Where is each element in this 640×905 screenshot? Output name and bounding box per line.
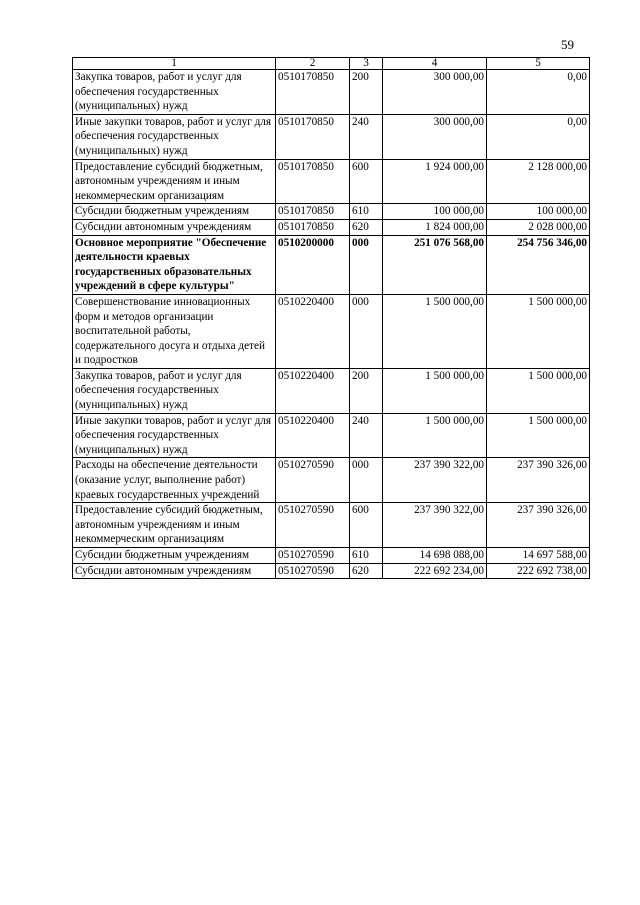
column-header-2: 2	[276, 58, 350, 70]
amount-column-4-cell: 237 390 322,00	[383, 503, 487, 548]
target-code-cell: 0510220400	[276, 368, 350, 413]
amount-column-5-cell: 1 500 000,00	[487, 413, 590, 458]
table-row	[73, 548, 590, 564]
expense-name-cell: Субсидии бюджетным учреждениям	[73, 204, 276, 220]
target-code-cell: 0510270590	[276, 458, 350, 503]
amount-column-4-cell: 1 924 000,00	[383, 159, 487, 204]
amount-column-5-cell: 2 028 000,00	[487, 219, 590, 235]
table-row	[73, 294, 590, 368]
table-row	[73, 235, 590, 294]
table-body	[73, 70, 590, 579]
expense-type-cell: 620	[350, 219, 383, 235]
table-row	[73, 204, 590, 220]
expense-type-cell: 000	[350, 235, 383, 294]
expense-name-cell: Закупка товаров, работ и услуг для обеспечения государственных (муниципальных) нужд	[73, 368, 276, 413]
amount-column-4-cell: 222 692 234,00	[383, 563, 487, 579]
expense-name-cell: Расходы на обеспечение деятельности (оказание услуг, выполнение работ) краевых государственных учреждений	[73, 458, 276, 503]
expense-type-cell: 600	[350, 503, 383, 548]
column-header-3: 3	[350, 58, 383, 70]
target-code-cell: 0510220400	[276, 294, 350, 368]
expense-type-cell: 200	[350, 70, 383, 115]
table-row	[73, 563, 590, 579]
target-code-cell: 0510270590	[276, 563, 350, 579]
expense-type-cell: 610	[350, 204, 383, 220]
target-code-cell: 0510200000	[276, 235, 350, 294]
amount-column-4-cell: 237 390 322,00	[383, 458, 487, 503]
amount-column-5-cell: 222 692 738,00	[487, 563, 590, 579]
expense-name-cell: Иные закупки товаров, работ и услуг для обеспечения государственных (муниципальных) нужд	[73, 413, 276, 458]
amount-column-4-cell: 1 500 000,00	[383, 368, 487, 413]
amount-column-4-cell: 1 500 000,00	[383, 413, 487, 458]
budget-table	[72, 57, 590, 579]
expense-type-cell: 600	[350, 159, 383, 204]
expense-name-cell: Субсидии автономным учреждениям	[73, 563, 276, 579]
target-code-cell: 0510170850	[276, 114, 350, 159]
table-row	[73, 114, 590, 159]
expense-type-cell: 200	[350, 368, 383, 413]
expense-name-cell: Закупка товаров, работ и услуг для обеспечения государственных (муниципальных) нужд	[73, 70, 276, 115]
target-code-cell: 0510270590	[276, 548, 350, 564]
target-code-cell: 0510170850	[276, 70, 350, 115]
amount-column-5-cell: 100 000,00	[487, 204, 590, 220]
column-header-4: 4	[383, 58, 487, 70]
amount-column-5-cell: 237 390 326,00	[487, 458, 590, 503]
column-header-5: 5	[487, 58, 590, 70]
expense-type-cell: 610	[350, 548, 383, 564]
expense-name-cell: Субсидии бюджетным учреждениям	[73, 548, 276, 564]
expense-name-cell: Иные закупки товаров, работ и услуг для обеспечения государственных (муниципальных) нужд	[73, 114, 276, 159]
target-code-cell: 0510170850	[276, 204, 350, 220]
column-number-row	[73, 58, 590, 70]
expense-name-cell: Совершенствование инновационных форм и методов организации воспитательной работы, содержательного досуга и отдыха детей и подростков	[73, 294, 276, 368]
expense-name-cell: Основное мероприятие "Обеспечение деятельности краевых государственных образовательных учреждений в сфере культуры"	[73, 235, 276, 294]
table-row	[73, 458, 590, 503]
amount-column-5-cell: 1 500 000,00	[487, 294, 590, 368]
page-number: 59	[561, 37, 574, 52]
target-code-cell: 0510170850	[276, 159, 350, 204]
table-row	[73, 503, 590, 548]
column-header-1: 1	[73, 58, 276, 70]
amount-column-4-cell: 100 000,00	[383, 204, 487, 220]
expense-name-cell: Предоставление субсидий бюджетным, автономным учреждениям и иным некоммерческим организациям	[73, 503, 276, 548]
table-row	[73, 159, 590, 204]
amount-column-4-cell: 300 000,00	[383, 114, 487, 159]
expense-type-cell: 620	[350, 563, 383, 579]
expense-type-cell: 240	[350, 413, 383, 458]
target-code-cell: 0510220400	[276, 413, 350, 458]
amount-column-4-cell: 1 824 000,00	[383, 219, 487, 235]
amount-column-5-cell: 0,00	[487, 70, 590, 115]
expense-name-cell: Субсидии автономным учреждениям	[73, 219, 276, 235]
expense-type-cell: 000	[350, 458, 383, 503]
target-code-cell: 0510270590	[276, 503, 350, 548]
target-code-cell: 0510170850	[276, 219, 350, 235]
expense-type-cell: 240	[350, 114, 383, 159]
expense-type-cell: 000	[350, 294, 383, 368]
table-row	[73, 70, 590, 115]
amount-column-5-cell: 0,00	[487, 114, 590, 159]
amount-column-4-cell: 251 076 568,00	[383, 235, 487, 294]
table-row	[73, 413, 590, 458]
amount-column-5-cell: 237 390 326,00	[487, 503, 590, 548]
expense-name-cell: Предоставление субсидий бюджетным, автономным учреждениям и иным некоммерческим организациям	[73, 159, 276, 204]
amount-column-4-cell: 1 500 000,00	[383, 294, 487, 368]
amount-column-4-cell: 14 698 088,00	[383, 548, 487, 564]
amount-column-5-cell: 1 500 000,00	[487, 368, 590, 413]
amount-column-4-cell: 300 000,00	[383, 70, 487, 115]
amount-column-5-cell: 254 756 346,00	[487, 235, 590, 294]
amount-column-5-cell: 2 128 000,00	[487, 159, 590, 204]
table-row	[73, 219, 590, 235]
table-row	[73, 368, 590, 413]
amount-column-5-cell: 14 697 588,00	[487, 548, 590, 564]
